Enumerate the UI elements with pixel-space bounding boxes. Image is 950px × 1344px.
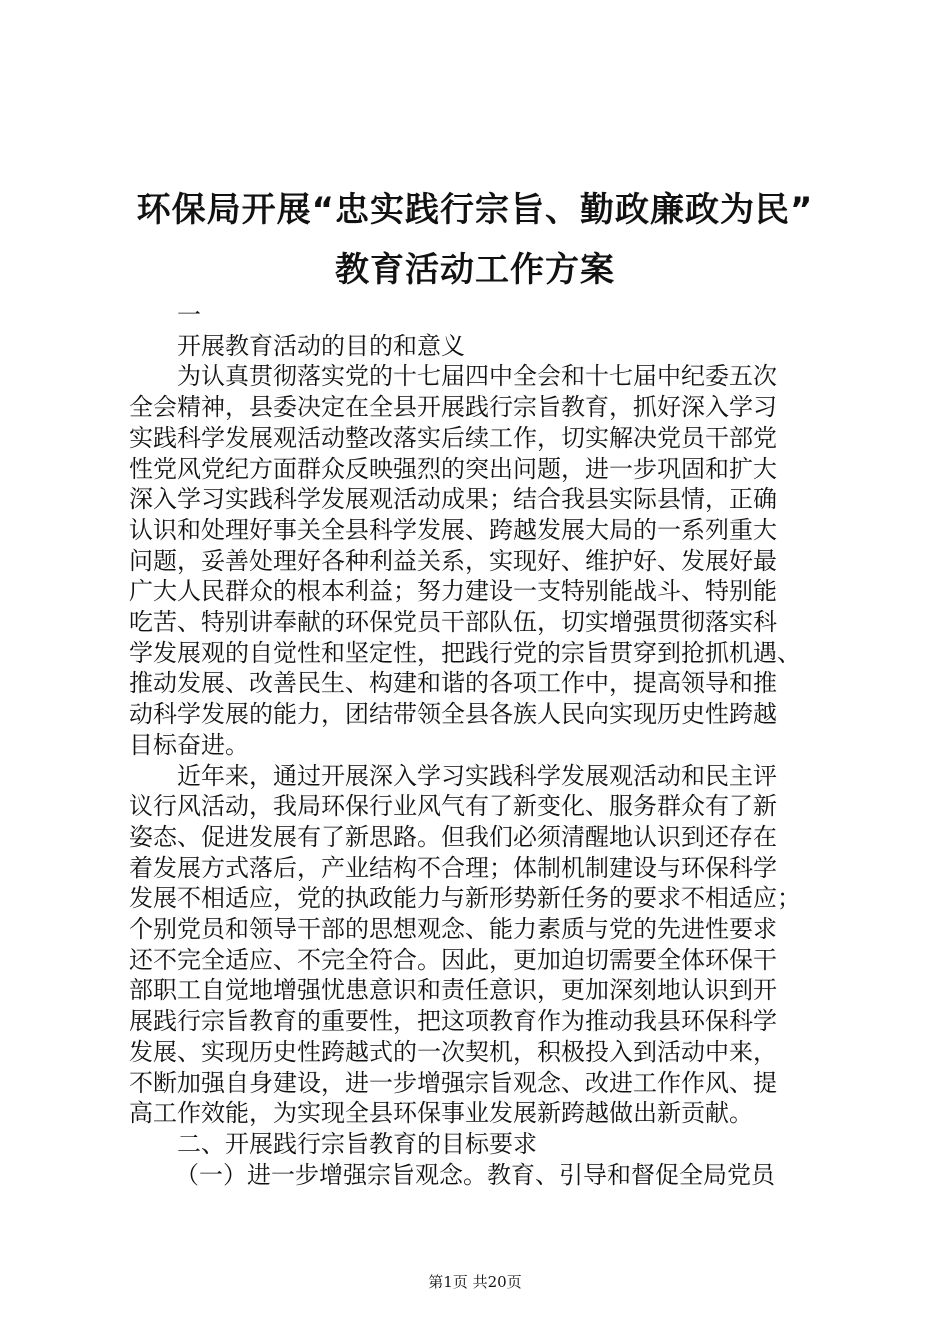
paragraph-line: 议行风活动，我局环保行业风气有了新变化、服务群众有了新	[129, 792, 777, 821]
page-footer: 第1页 共20页	[428, 1273, 522, 1291]
paragraph-line: 展践行宗旨教育的重要性，把这项教育作为推动我县环保科学	[129, 1007, 777, 1036]
section-number: 一	[177, 301, 201, 329]
paragraph-line: 全会精神，县委决定在全县开展践行宗旨教育，抓好深入学习	[129, 393, 777, 422]
paragraph-line: 深入学习实践科学发展观活动成果；结合我县实际县情，正确	[129, 485, 777, 514]
paragraph-line: 部职工自觉地增强忧患意识和责任意识，更加深刻地认识到开	[129, 976, 777, 1005]
paragraph-line: 发展、实现历史性跨越式的一次契机，积极投入到活动中来，	[129, 1037, 777, 1066]
paragraph-line: 动科学发展的能力，团结带领全县各族人民向实现历史性跨越	[129, 700, 777, 729]
paragraph-line: 高工作效能，为实现全县环保事业发展新跨越做出新贡献。	[129, 1099, 753, 1128]
paragraph-line: 个别党员和领导干部的思想观念、能力素质与党的先进性要求	[129, 915, 777, 944]
paragraph-line: 性党风党纪方面群众反映强烈的突出问题，进一步巩固和扩大	[129, 454, 777, 483]
paragraph-line: 不断加强自身建设，进一步增强宗旨观念、改进工作作风、提	[129, 1068, 777, 1097]
paragraph-line: 学发展观的自觉性和坚定性，把践行党的宗旨贯穿到抢抓机遇、	[129, 638, 801, 667]
document-title-line-2: 教育活动工作方案	[335, 250, 615, 290]
paragraph-line: 问题，妥善处理好各种利益关系，实现好、维护好、发展好最	[129, 546, 777, 575]
paragraph-line: 还不完全适应、不完全符合。因此，更加迫切需要全体环保干	[129, 945, 777, 974]
paragraph-line: 姿态、促进发展有了新思路。但我们必须清醒地认识到还存在	[129, 822, 777, 851]
document-body	[129, 300, 845, 1190]
paragraph-line: 目标奋进。	[129, 730, 249, 759]
section-heading: 开展教育活动的目的和意义	[177, 331, 465, 360]
paragraph-line: （一）进一步增强宗旨观念。教育、引导和督促全局党员	[175, 1160, 775, 1189]
paragraph-line: 近年来，通过开展深入学习实践科学发展观活动和民主评	[177, 761, 777, 790]
paragraph-line: 实践科学发展观活动整改落实后续工作，切实解决党员干部党	[129, 423, 777, 452]
paragraph-line: 广大人民群众的根本利益；努力建设一支特别能战斗、特别能	[129, 577, 777, 606]
document-title-line-1: 环保局开展“忠实践行宗旨、勤政廉政为民”	[136, 190, 814, 230]
paragraph-line: 发展不相适应，党的执政能力与新形势新任务的要求不相适应；	[129, 884, 801, 913]
paragraph-line: 为认真贯彻落实党的十七届四中全会和十七届中纪委五次	[177, 362, 777, 391]
paragraph-line: 认识和处理好事关全县科学发展、跨越发展大局的一系列重大	[129, 515, 777, 544]
paragraph-line: 吃苦、特别讲奉献的环保党员干部队伍，切实增强贯彻落实科	[129, 608, 777, 637]
paragraph-line: 推动发展、改善民生、构建和谐的各项工作中，提高领导和推	[129, 669, 777, 698]
paragraph-line: 着发展方式落后，产业结构不合理；体制机制建设与环保科学	[129, 853, 777, 882]
section-heading: 二、开展践行宗旨教育的目标要求	[177, 1129, 537, 1158]
